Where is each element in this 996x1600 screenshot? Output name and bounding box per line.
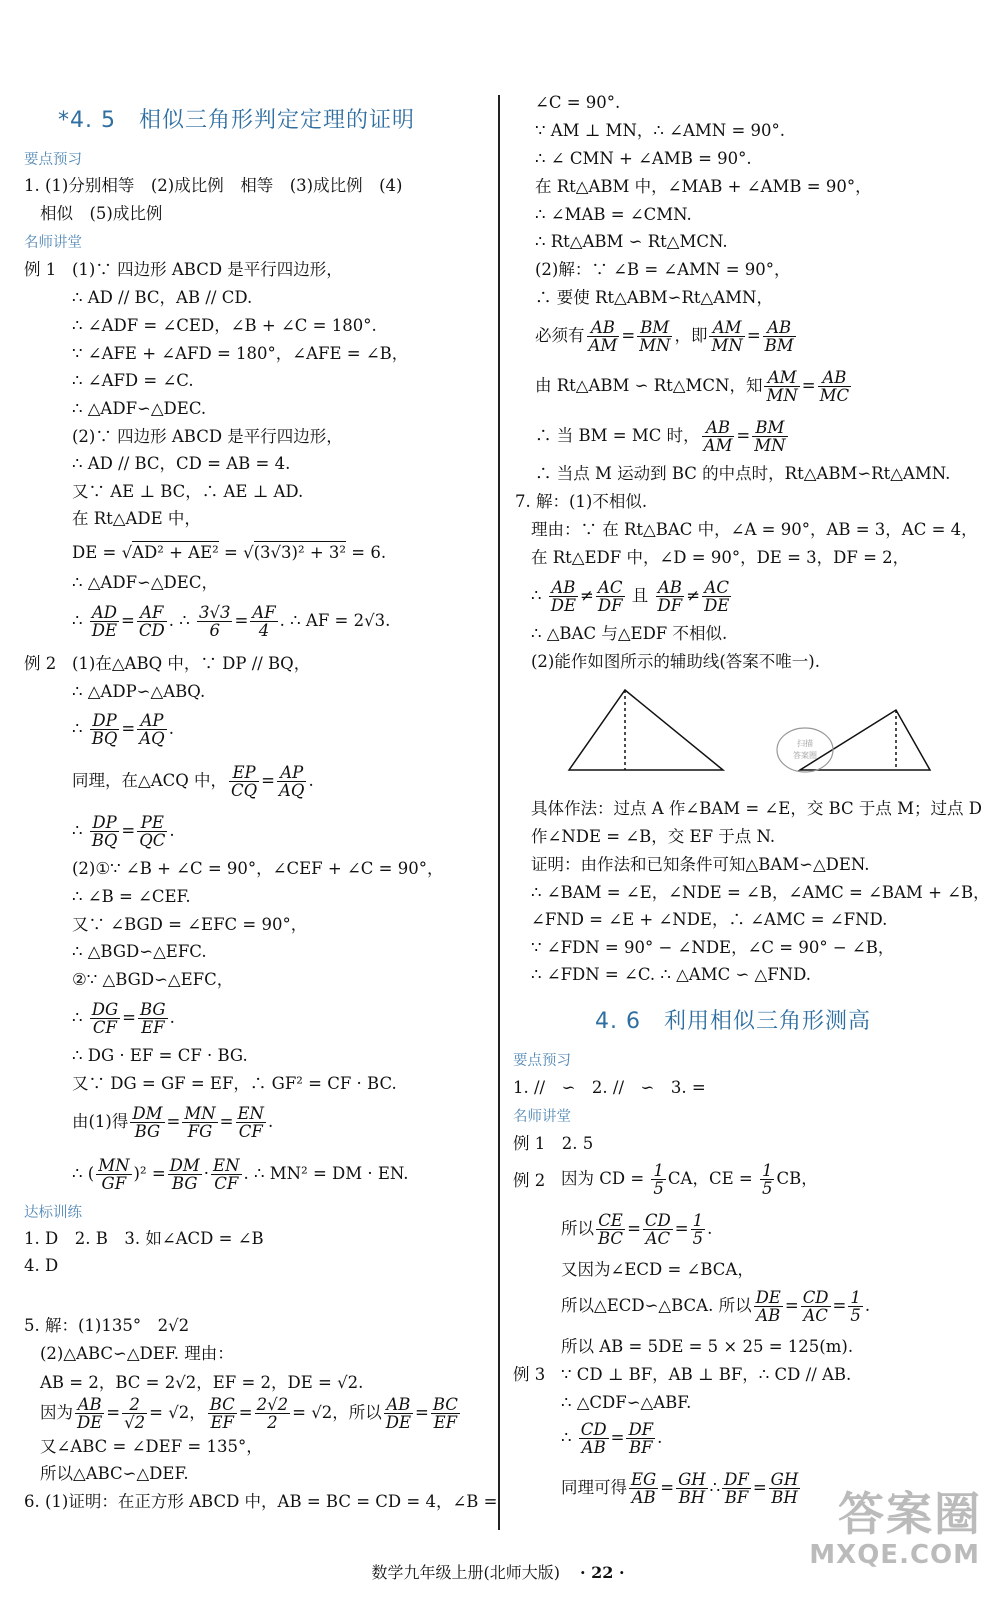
e2-line: ②∵ △BGD∽△EFC， xyxy=(72,970,234,989)
q7-proof: 证明：由作法和已知条件可知△BAM∽△DEN. xyxy=(531,855,870,874)
r-line: ∠C = 90°. xyxy=(535,93,621,112)
practice-5-2: (2)△ABC∽△DEF. 理由： xyxy=(40,1344,234,1363)
book-title: 数学九年级上册(北师大版) xyxy=(371,1563,560,1582)
e1-line: ∴ AD // BC，AB // CD. xyxy=(72,288,253,307)
q7-line: 7. 解：(1)不相似. xyxy=(515,492,648,511)
e2-ratio-2: 同理，在△ACQ 中， $\frac{EP}{CQ}$ = $\frac{AP}{AQ}$ . xyxy=(72,763,314,800)
r-ratio-1: 必须有 $\frac{AB}{AM}$ = $\frac{BM}{MN}$ ，即 $\frac{AM}{MN}$ = $\frac{AB}{BM}$ xyxy=(535,318,794,355)
r-line: ∴ ∠MAB = ∠CMN. xyxy=(535,205,692,224)
example-1-4-6: 例 1 2. 5 xyxy=(513,1134,594,1153)
e2-line: 又∵ DG = GF = EF，∴ GF² = CF · BC. xyxy=(72,1074,397,1093)
e1-ratio: ∴ $\frac{AD}{DE}$ = $\frac{AF}{CD}$ . ∴ $\frac{3√3}{6}$ = $\frac{AF}{4}$ . ∴ AF = 2√3. xyxy=(72,603,391,640)
e2-ratio-1: ∴ $\frac{DP}{BQ}$ = $\frac{AP}{AQ}$ . xyxy=(72,711,174,748)
r-line: (2)解：∵ ∠B = ∠AMN = 90°， xyxy=(535,260,791,279)
e1-line: ∵ ∠AFE + ∠AFD = 180°，∠AFE = ∠B， xyxy=(72,344,409,363)
e2-46-ratio-3: 所以△ECD∽△BCA. 所以 $\frac{DE}{AB}$ = $\frac{CD}{AC}$ = $\frac{1}{5}$ . xyxy=(561,1288,871,1325)
q7-line: 理由：∵ 在 Rt△BAC 中，∠A = 90°，AB = 3，AC = 4， xyxy=(531,520,978,539)
q7-method: 具体作法：过点 A 作∠BAM = ∠E，交 BC 于点 M；过点 D xyxy=(531,799,983,818)
watermark-text: 答案圈 xyxy=(838,1487,982,1541)
e2-ratio-3: ∴ $\frac{DP}{BQ}$ = $\frac{PE}{QC}$ . xyxy=(72,813,175,850)
practice-5: 5. 解：(1)135° 2√2 xyxy=(24,1316,190,1335)
q7-proof: ∠FND = ∠E + ∠NDE，∴ ∠AMC = ∠FND. xyxy=(531,910,888,929)
example-3-label-4-6: 例 3 xyxy=(513,1365,546,1384)
practice-6: 6. (1)证明：在正方形 ABCD 中，AB = BC = CD = 4，∠B = xyxy=(24,1492,498,1511)
right-column xyxy=(503,0,996,1540)
heading-preview-2: 要点预习 xyxy=(513,1053,571,1069)
e1-line: (1)∵ 四边形 ABCD 是平行四边形， xyxy=(72,260,343,279)
column-divider xyxy=(498,95,500,1530)
r-line: ∴ 要使 Rt△ABM∽Rt△AMN， xyxy=(535,288,773,307)
e2-line: ∴ DG · EF = CF · BG. xyxy=(72,1046,248,1065)
e3-ratio-1: ∴ $\frac{CD}{AB}$ = $\frac{DF}{BF}$ . xyxy=(561,1420,663,1457)
e1-de-formula: DE = √AD² + AE² = √(3√3)² + 3² = 6. xyxy=(72,543,387,562)
practice-4: 4. D xyxy=(24,1256,59,1275)
section-title-4-5: *4. 5 相似三角形判定定理的证明 xyxy=(58,108,415,133)
e2-46-ratio-1: 因为 CD = $\frac{1}{5}$ CA，CE = $\frac{1}{5}$ CB， xyxy=(561,1161,818,1198)
triangle-abc xyxy=(569,690,723,770)
e2-line: 又∵ ∠BGD = ∠EFC = 90°， xyxy=(72,915,308,934)
e2-line: (1)在△ABQ 中，∵ DP // BQ， xyxy=(72,654,311,673)
e1-line: ∴ AD // BC，CD = AB = 4. xyxy=(72,454,291,473)
page-footer xyxy=(0,1560,996,1583)
q7-proof: ∴ ∠FDN = ∠C. ∴ △AMC ∽ △FND. xyxy=(531,965,811,984)
practice-5-values: AB = 2，BC = 2√2，EF = 2，DE = √2. xyxy=(40,1373,364,1392)
e1-line: 又∵ AE ⊥ BC，∴ AE ⊥ AD. xyxy=(72,482,304,501)
stamp-text-2: 答案圈 xyxy=(793,751,817,760)
q7-ratio: ∴ $\frac{AB}{DE}$ ≠ $\frac{AC}{DF}$ 且 $\frac{AB}{DF}$ ≠ $\frac{AC}{DE}$ xyxy=(531,578,730,615)
practice-5-angle: 又∠ABC = ∠DEF = 135°， xyxy=(40,1437,263,1456)
r-line: ∵ AM ⊥ MN，∴ ∠AMN = 90°. xyxy=(535,121,786,140)
q7-line: (2)能作如图所示的辅助线(答案不唯一). xyxy=(531,652,820,671)
q7-line: 在 Rt△EDF 中，∠D = 90°，DE = 3，DF = 2， xyxy=(531,548,910,567)
answer-1-cont: 相似 (5)成比例 xyxy=(40,204,163,223)
e2-line: ∴ △ADP∽△ABQ. xyxy=(72,682,206,701)
e2-line: (2)①∵ ∠B + ∠C = 90°，∠CEF + ∠C = 90°， xyxy=(72,859,444,878)
r-line: ∴ 当点 M 运动到 BC 的中点时，Rt△ABM∽Rt△AMN. xyxy=(535,464,951,483)
heading-practice: 达标训练 xyxy=(24,1205,82,1221)
example-2-label: 例 2 xyxy=(24,654,57,673)
e2-46-ratio-2: 所以 $\frac{CE}{BC}$ = $\frac{CD}{AC}$ = $\frac{1}{5}$ . xyxy=(561,1211,713,1248)
heading-lecture: 名师讲堂 xyxy=(24,235,82,251)
e1-line: ∴ △ADF∽△DEC. xyxy=(72,399,207,418)
r-line: 在 Rt△ABM 中，∠MAB + ∠AMB = 90°， xyxy=(535,177,872,196)
example-1-label: 例 1 xyxy=(24,260,57,279)
q7-method: 作∠NDE = ∠B，交 EF 于点 N. xyxy=(531,827,776,846)
left-column xyxy=(0,0,497,1540)
e1-line: ∴ △ADF∽△DEC， xyxy=(72,573,218,592)
answer-4-6: 1. // ∽ 2. // ∽ 3. = xyxy=(513,1078,706,1097)
r-ratio-3: ∴ 当 BM = MC 时， $\frac{AB}{AM}$ = $\frac{BM}{MN}$ xyxy=(535,418,786,455)
r-line: ∴ Rt△ABM ∽ Rt△MCN. xyxy=(535,232,728,251)
e2-46-line: 所以 AB = 5DE = 5 × 25 = 125(m). xyxy=(561,1337,854,1356)
e1-line: ∴ ∠AFD = ∠C. xyxy=(72,371,194,390)
heading-preview: 要点预习 xyxy=(24,152,82,168)
page-number: · 22 · xyxy=(579,1563,625,1582)
e2-46-line: 又因为∠ECD = ∠BCA， xyxy=(561,1260,754,1279)
q7-line: ∴ △BAC 与△EDF 不相似. xyxy=(531,624,728,643)
e3-line: ∵ CD ⊥ BF，AB ⊥ BF，∴ CD // AB. xyxy=(561,1365,852,1384)
e1-line: (2)∵ 四边形 ABCD 是平行四边形， xyxy=(72,427,343,446)
practice-5-ratio: 因为 $\frac{AB}{DE}$ = $\frac{2}{√2}$ = √2， $\frac{BC}{EF}$ = $\frac{2√2}{2}$ = √2，所以 $\frac{AB}{DE}$ = $\frac{BC}{EF}$ xyxy=(40,1395,458,1432)
e2-ratio-5: 由(1)得 $\frac{DM}{BG}$ = $\frac{MN}{FG}$ = $\frac{EN}{CF}$ . xyxy=(72,1104,274,1141)
e2-ratio-6: ∴ ( $\frac{MN}{GF}$ )² = $\frac{DM}{BG}$ · $\frac{EN}{CF}$ . ∴ MN² = DM · EN. xyxy=(72,1156,409,1193)
e2-line: ∴ ∠B = ∠CEF. xyxy=(72,887,191,906)
practice-5-concl: 所以△ABC∽△DEF. xyxy=(40,1464,189,1483)
stamp-text-1: 扫描 xyxy=(797,739,813,748)
triangle-figure xyxy=(543,678,993,796)
e1-line: ∴ ∠ADF = ∠CED，∠B + ∠C = 180°. xyxy=(72,316,377,335)
answer-1: 1. (1)分别相等 (2)成比例 相等 (3)成比例 (4) xyxy=(24,176,403,195)
q7-proof: ∴ ∠BAM = ∠E，∠NDE = ∠B，∠AMC = ∠BAM + ∠B， xyxy=(531,883,990,902)
practice-1-3: 1. D 2. B 3. 如∠ACD = ∠B xyxy=(24,1229,264,1248)
r-line: ∴ ∠ CMN + ∠AMB = 90°. xyxy=(535,149,752,168)
q7-proof: ∵ ∠FDN = 90° − ∠NDE，∠C = 90° − ∠B， xyxy=(531,938,895,957)
watermark-url: MXQE.COM xyxy=(809,1540,980,1570)
triangle-def xyxy=(800,710,930,770)
e2-ratio-4: ∴ $\frac{DG}{CF}$ = $\frac{BG}{EF}$ . xyxy=(72,1000,175,1037)
heading-lecture-2: 名师讲堂 xyxy=(513,1109,571,1125)
stamp-icon xyxy=(777,728,833,772)
e2-line: ∴ △BGD∽△EFC. xyxy=(72,942,207,961)
e3-line: ∴ △CDF∽△ABF. xyxy=(561,1393,692,1412)
r-ratio-2: 由 Rt△ABM ∽ Rt△MCN，知 $\frac{AM}{MN}$ = $\frac{AB}{MC}$ xyxy=(535,368,850,405)
e1-line: 在 Rt△ADE 中， xyxy=(72,509,201,528)
example-2-label-4-6: 例 2 xyxy=(513,1171,546,1190)
section-title-4-6: 4. 6 利用相似三角形测高 xyxy=(595,1009,871,1034)
e3-ratio-2: 同理可得 $\frac{EG}{AB}$ = $\frac{GH}{BH}$ ∴ $\frac{DF}{BF}$ = $\frac{GH}{BH}$ xyxy=(561,1470,799,1507)
